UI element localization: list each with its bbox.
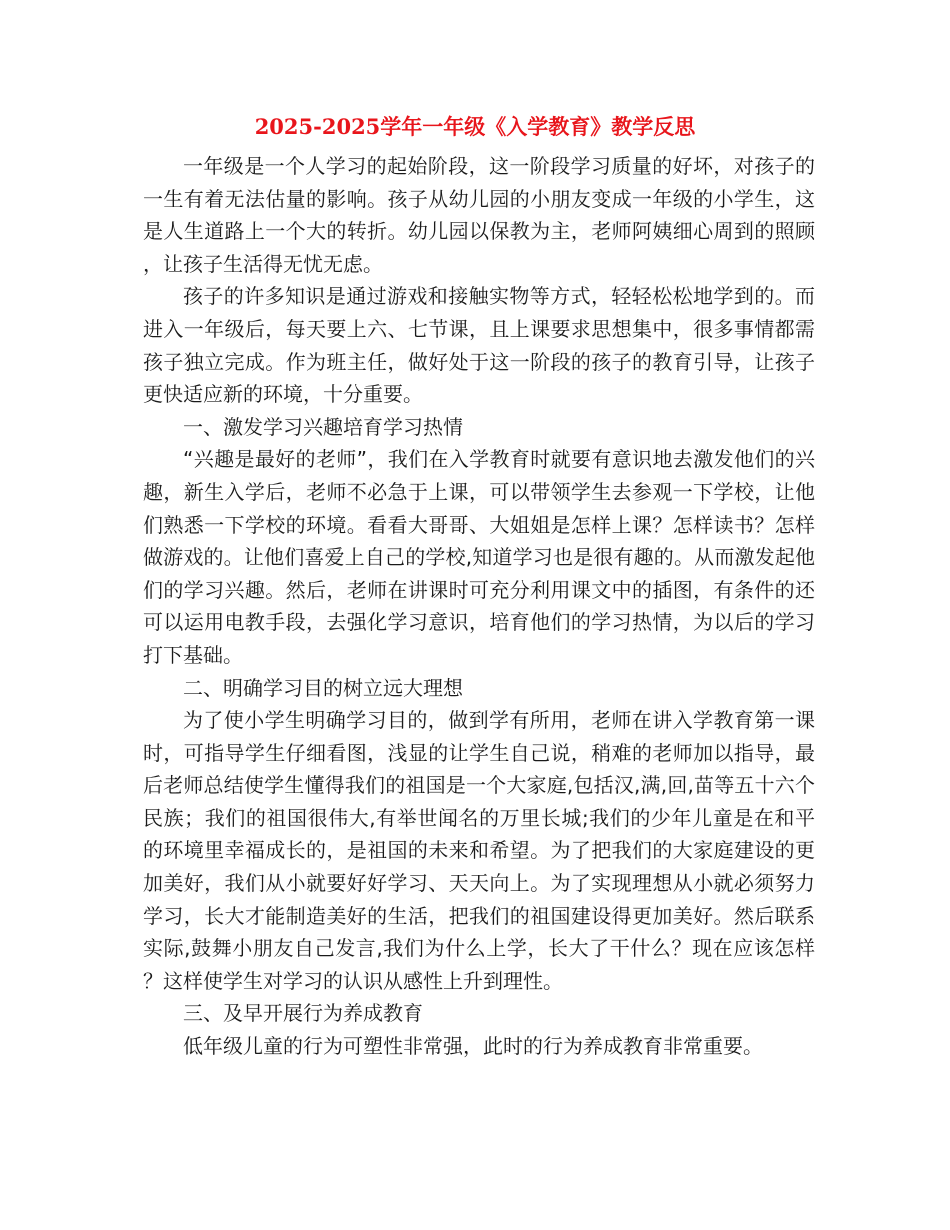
paragraph-interest: “兴趣是最好的老师”，我们在入学教育时就要有意识地去激发他们的兴趣，新生入学后，老师不必急于上课，可以带领学生去参观一下学校，让他们熟悉一下学校的环境。看看大哥哥、大姐姐是怎样上课？怎样读书？怎样做游戏的。让他们喜爱上自己的学校,知道学习也是很有趣的。从而激发起他们的学习兴趣。然后，老师在讲课时可充分利用课文中的插图，有条件的还可以运用电教手段，去强化学习意识，培育他们的学习热情，为以后的学习打下基础。 (143, 447, 815, 667)
section-heading-3: 三、及早开展行为养成教育 (183, 1001, 423, 1026)
paragraph-goals: 为了使小学生明确学习目的，做到学有所用，老师在讲入学教育第一课时，可指导学生仔细看图，浅显的让学生自己说，稍难的老师加以指导，最后老师总结使学生懂得我们的祖国是一个大家庭,包括汉,满,回,苗等五十六个民族；我们的祖国很伟大,有举世闻名的万里长城;我们的少年儿童是在和平的环境里幸福成长的，是祖国的未来和希望。为了把我们的大家庭建设的更加美好，我们从小就要好好学习、天天向上。为了实现理想从小就必须努力学习，长大才能制造美好的生活，把我们的祖国建设得更加美好。然后联系实际,鼓舞小朋友自己发言,我们为什么上学，长大了干什么？现在应该怎样？这样使学生对学习的认识从感性上升到理性。 (143, 708, 815, 993)
paragraph-behavior: 低年级儿童的行为可塑性非常强，此时的行为养成教育非常重要。 (183, 1034, 763, 1059)
paragraph-intro: 一年级是一个人学习的起始阶段，这一阶段学习质量的好坏，对孩子的一生有着无法估量的影响。孩子从幼儿园的小朋友变成一年级的小学生，这是人生道路上一个大的转折。幼儿园以保教为主，老师阿姨细心周到的照顾，让孩子生活得无忧无虑。 (143, 154, 815, 276)
section-heading-2: 二、明确学习目的树立远大理想 (183, 675, 463, 700)
document-body (143, 150, 815, 1063)
paragraph-transition: 孩子的许多知识是通过游戏和接触实物等方式，轻轻松松地学到的。而进入一年级后，每天要上六、七节课，且上课要求思想集中，很多事情都需孩子独立完成。作为班主任，做好处于这一阶段的孩子的教育引导，让孩子更快适应新的环境，十分重要。 (143, 284, 815, 407)
page-title: 2025-2025学年一年级《入学教育》教学反思 (254, 114, 696, 139)
section-heading-1: 一、激发学习兴趣培育学习热情 (183, 414, 463, 439)
